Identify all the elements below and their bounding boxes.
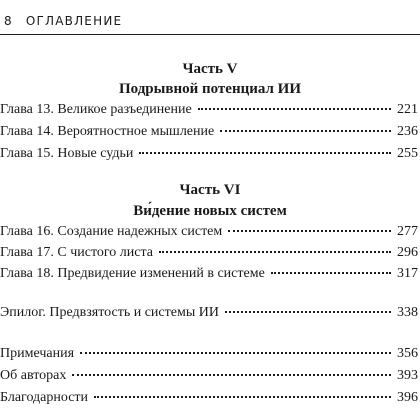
entry-page-number: 277 bbox=[397, 224, 418, 239]
toc-entry[interactable] bbox=[0, 145, 418, 163]
header-rule bbox=[0, 34, 420, 35]
entry-title: Глава 15. Новые судьи bbox=[0, 146, 134, 161]
entry-title: Глава 13. Великое разъединение bbox=[0, 102, 192, 117]
toc-entry[interactable] bbox=[0, 389, 418, 407]
running-head bbox=[4, 14, 122, 28]
entry-page-number: 338 bbox=[397, 305, 418, 320]
entry-title: Об авторах bbox=[0, 368, 67, 383]
entry-title: Глава 14. Вероятностное мышление bbox=[0, 124, 215, 139]
entry-page-number: 396 bbox=[397, 390, 418, 405]
dot-leader bbox=[228, 229, 391, 232]
toc-entry[interactable] bbox=[0, 367, 418, 385]
dot-leader bbox=[159, 250, 391, 253]
toc-entry[interactable] bbox=[0, 244, 418, 262]
toc-entry[interactable] bbox=[0, 123, 418, 141]
dot-leader bbox=[225, 310, 391, 313]
toc-entry[interactable] bbox=[0, 265, 418, 283]
dot-leader bbox=[139, 151, 391, 154]
entry-title: Эпилог. Предвзятость и системы ИИ bbox=[0, 305, 219, 320]
dot-leader bbox=[220, 129, 391, 132]
entry-page-number: 221 bbox=[397, 102, 418, 117]
entry-title: Примечания bbox=[0, 346, 75, 361]
part-title: Ви́дение новых систем bbox=[133, 203, 287, 219]
entry-title: Благодарности bbox=[0, 390, 89, 405]
entry-page-number: 356 bbox=[397, 346, 418, 361]
dot-leader bbox=[94, 395, 391, 398]
part-title: Подрывной потенциал ИИ bbox=[118, 81, 302, 97]
page-number: 8 bbox=[4, 14, 13, 28]
toc-entry[interactable] bbox=[0, 345, 418, 363]
entry-page-number: 393 bbox=[397, 368, 418, 383]
entry-page-number: 317 bbox=[397, 266, 418, 281]
toc-entry-epilogue[interactable] bbox=[0, 304, 418, 322]
toc-entry[interactable] bbox=[0, 101, 418, 119]
entry-title: Глава 17. С чистого листа bbox=[0, 245, 153, 260]
entry-page-number: 236 bbox=[397, 124, 418, 139]
entry-page-number: 296 bbox=[397, 245, 418, 260]
running-head-title: ОГЛАВЛЕНИЕ bbox=[25, 14, 123, 28]
toc-entry[interactable] bbox=[0, 223, 418, 241]
part-label: Часть V bbox=[182, 61, 238, 77]
dot-leader bbox=[72, 373, 391, 376]
part-label: Часть VI bbox=[179, 182, 241, 198]
dot-leader bbox=[80, 351, 391, 354]
entry-title: Глава 18. Предвидение изменений в системе bbox=[0, 266, 265, 281]
entry-page-number: 255 bbox=[397, 146, 418, 161]
dot-leader bbox=[271, 271, 391, 274]
entry-title: Глава 16. Создание надежных систем bbox=[0, 224, 223, 239]
dot-leader bbox=[198, 107, 391, 110]
